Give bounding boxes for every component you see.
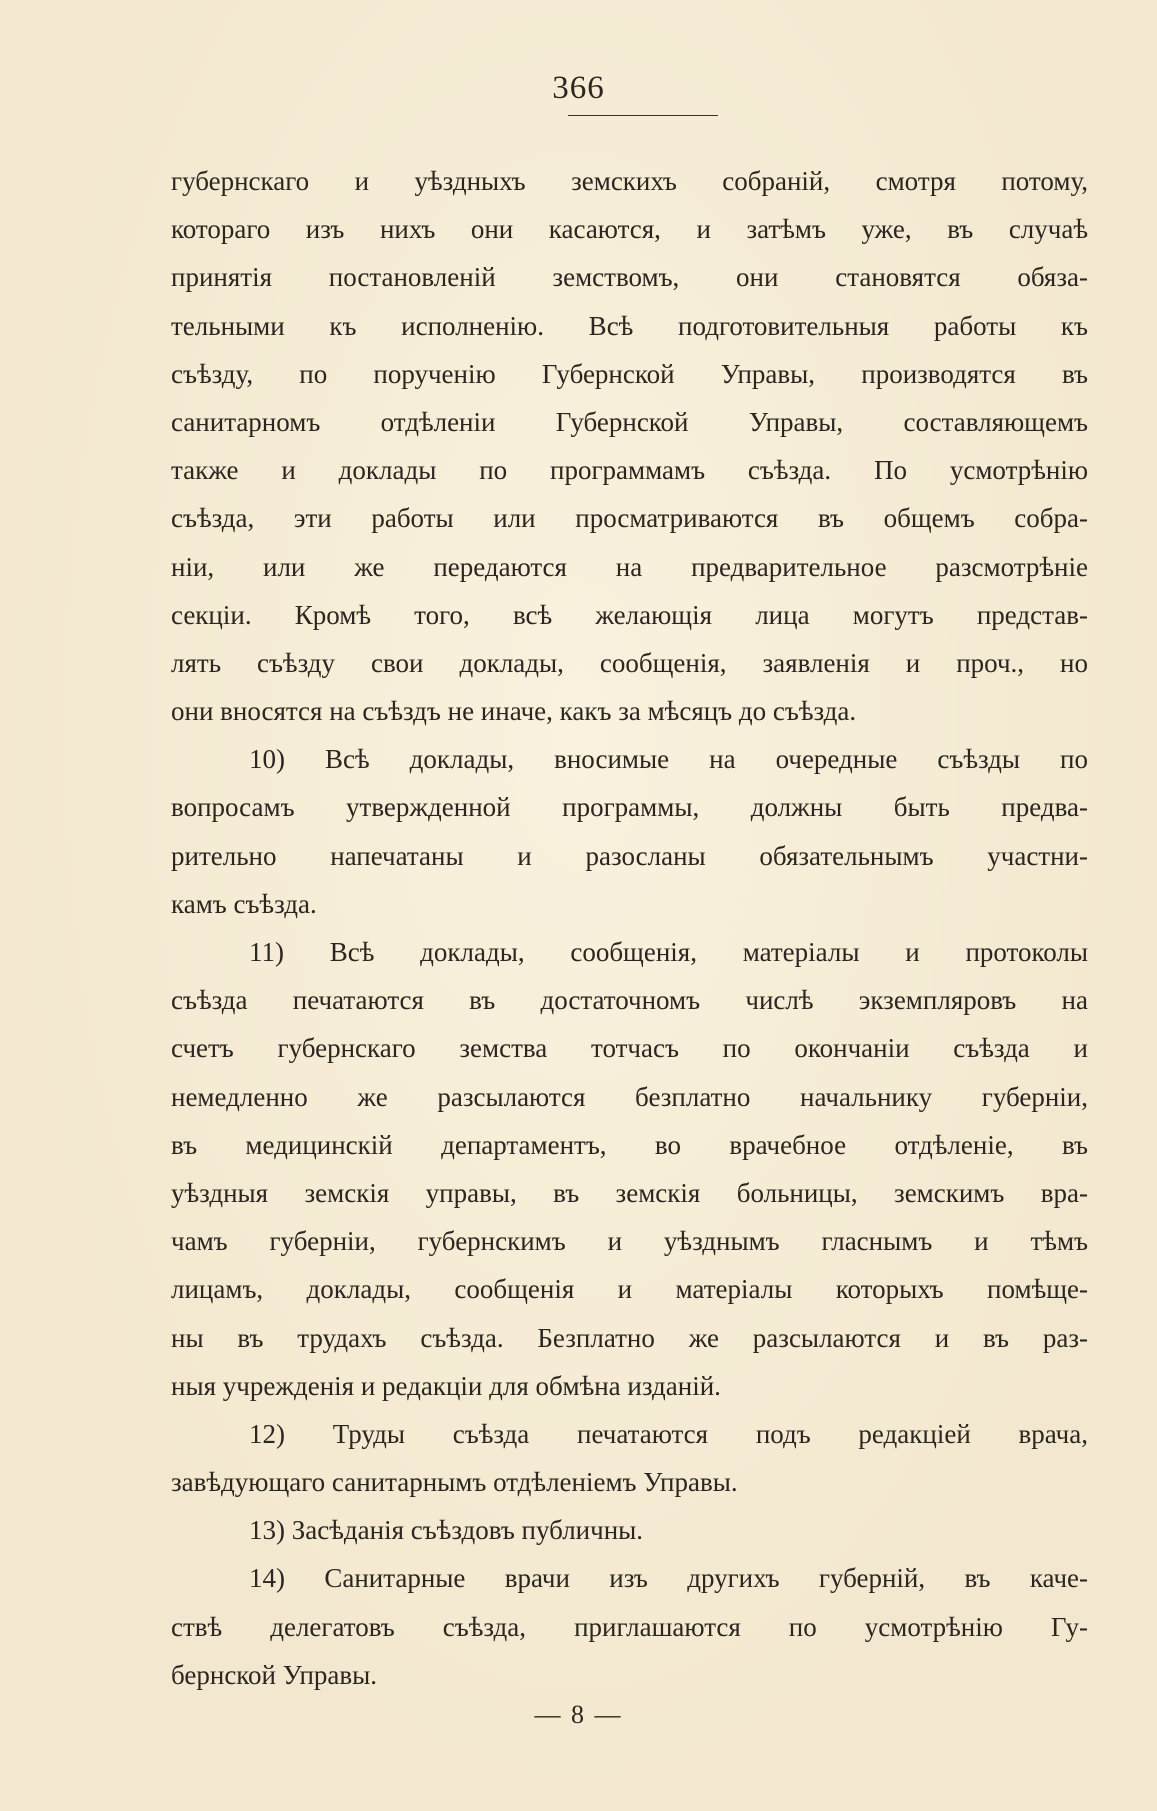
text-line: камъ съѣзда.: [171, 888, 317, 919]
text-line: котораго изъ нихъ они касаются, и затѣмъ уже, въ случаѣ: [171, 214, 1088, 245]
header-rule: [568, 115, 718, 116]
text-line: санитарномъ отдѣленіи Губернской Управы, составляющемъ: [171, 406, 1088, 437]
text-line: они вносятся на съѣздъ не иначе, какъ за мѣсяцъ до съѣзда.: [171, 696, 857, 727]
text-line: вопросамъ утвержденной программы, должны быть предва-: [171, 792, 1088, 823]
text-line: въ медицинскій департаментъ, во врачебное отдѣленіе, въ: [171, 1129, 1088, 1160]
page-number: 366: [552, 70, 605, 106]
paragraph: [171, 735, 1088, 928]
text-line: 11) Всѣ доклады, сообщенія, матеріалы и протоколы: [249, 937, 1088, 967]
text-line: также и доклады по программамъ съѣзда. По усмотрѣнію: [171, 455, 1088, 486]
text-line: завѣдующаго санитарнымъ отдѣленіемъ Управы.: [171, 1467, 738, 1498]
text-line: уѣздныя земскія управы, въ земскія больницы, земскимъ вра-: [171, 1177, 1088, 1208]
paragraph: [171, 1506, 1088, 1554]
text-line: бернской Управы.: [171, 1659, 378, 1690]
text-line: секціи. Кромѣ того, всѣ желающія лица могутъ представ-: [171, 599, 1088, 630]
text-line: съѣзда, эти работы или просматриваются въ общемъ собра-: [171, 503, 1088, 534]
text-line: съѣзда печатаются въ достаточномъ числѣ экземпляровъ на: [171, 985, 1088, 1016]
text-line: ныя учрежденія и редакціи для обмѣна изданій.: [171, 1370, 721, 1401]
text-line: ніи, или же передаются на предварительное разсмотрѣніе: [171, 551, 1088, 582]
text-line: лицамъ, доклады, сообщенія и матеріалы которыхъ помѣще-: [171, 1274, 1088, 1305]
text-line: рительно напечатаны и разосланы обязательнымъ участни-: [171, 840, 1088, 871]
text-line: 14) Санитарные врачи изъ другихъ губерній, въ каче-: [249, 1563, 1088, 1594]
text-line: принятія постановленій земствомъ, они становятся обяза-: [171, 262, 1088, 293]
signature-mark: — 8 —: [534, 1700, 623, 1729]
body-text: [171, 157, 1088, 1699]
text-line: ствѣ делегатовъ съѣзда, приглашаются по усмотрѣнію Гу-: [171, 1611, 1088, 1642]
paragraph: [171, 1554, 1088, 1699]
text-line: счетъ губернскаго земства тотчасъ по окончаніи съѣзда и: [171, 1033, 1088, 1064]
text-line: лять съѣзду свои доклады, сообщенія, заявленія и проч., но: [171, 647, 1088, 678]
paragraph: [171, 1410, 1088, 1506]
text-line: губернскаго и уѣздныхъ земскихъ собраній, смотря потому,: [171, 166, 1088, 196]
text-line: съѣзду, по порученію Губернской Управы, производятся въ: [171, 358, 1088, 389]
paragraph: [171, 157, 1088, 735]
text-line: тельными къ исполненію. Всѣ подготовительныя работы къ: [171, 310, 1088, 341]
text-line: 13) Засѣданія съѣздовъ публичны.: [249, 1515, 644, 1546]
text-line: 12) Труды съѣзда печатаются подъ редакціей врача,: [249, 1418, 1088, 1449]
paragraph: [171, 928, 1088, 1410]
text-line: немедленно же разсылаются безплатно начальнику губерніи,: [171, 1081, 1088, 1112]
text-line: чамъ губерніи, губернскимъ и уѣзднымъ гласнымъ и тѣмъ: [171, 1226, 1088, 1257]
text-line: ны въ трудахъ съѣзда. Безплатно же разсылаются и въ раз-: [171, 1322, 1088, 1353]
text-line: 10) Всѣ доклады, вносимые на очередные съѣзды по: [249, 744, 1088, 775]
